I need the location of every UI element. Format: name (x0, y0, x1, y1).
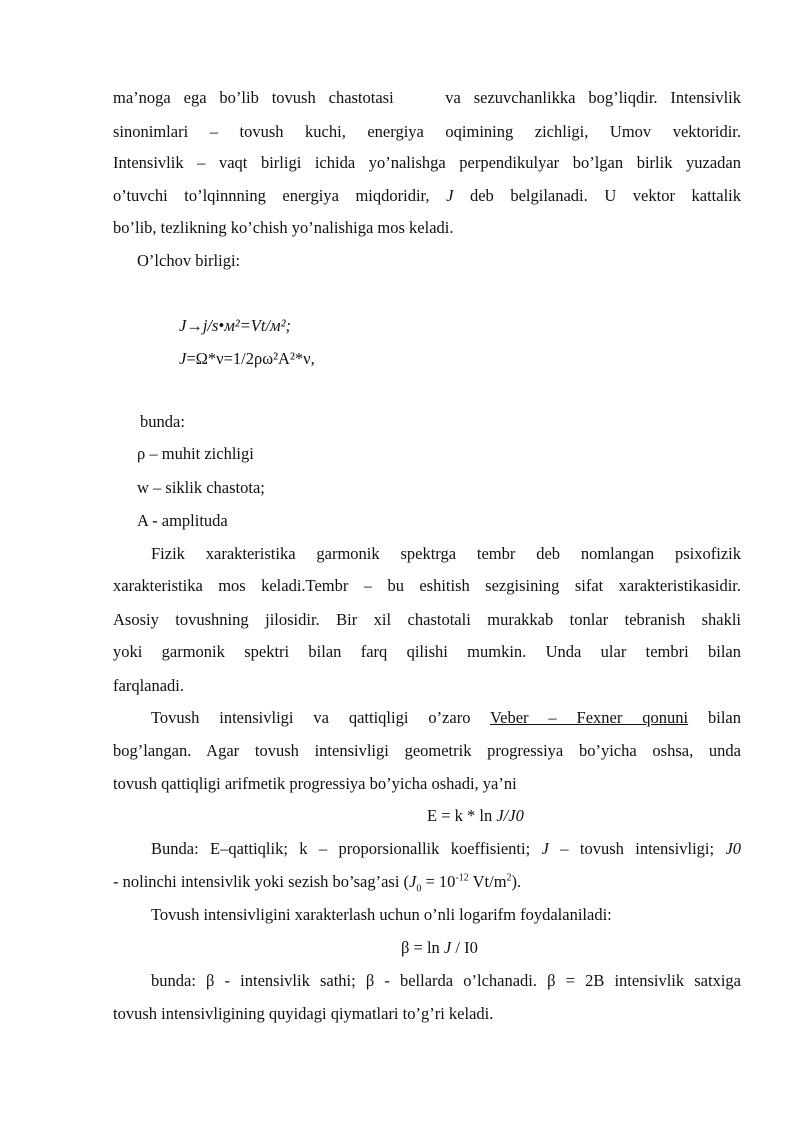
paragraph-line: Tovush intensivligini xarakterlash uchun o’nli logarifm foydalaniladi: (151, 905, 612, 924)
paragraph-line: tovush intensivligining quyidagi qiymatlari to’g’ri keladi. (113, 1004, 494, 1023)
bunda-label: bunda: (140, 412, 185, 431)
definition-item: ρ – muhit zichligi (137, 444, 254, 463)
equation-level: β = ln J / I0 (401, 938, 478, 957)
definition-item: A - amplituda (137, 511, 228, 530)
formula-intensity: J=Ω*ν=1/2ρω²A²*ν, (179, 349, 315, 368)
paragraph-line: bog’langan. Agar tovush intensivligi geometrik progressiya bo’yicha oshsa, unda (113, 741, 741, 760)
paragraph-line: yoki garmonik spektri bilan farq qilishi mumkin. Unda ular tembri bilan (113, 642, 741, 661)
formula-unit: J→j/s•м²=Vt/м²; (179, 316, 292, 335)
paragraph-line: Bunda: E–qattiqlik; k – proporsionallik koeffisienti; J – tovush intensivligi; J0 (151, 839, 742, 858)
paragraph-line: farqlanadi. (113, 676, 185, 695)
veber-fexner-link[interactable]: Veber – Fexner qonuni (490, 708, 689, 727)
definition-item: w – siklik chastota; (137, 478, 265, 497)
paragraph-line: sinonimlari – tovush kuchi, energiya oqimining zichligi, Umov vektoridir. (113, 122, 741, 141)
paragraph-line: - nolinchi intensivlik yoki sezish bo’sag’asi ($J_0 = 10^{-12}$ $Vt/m^2$). (113, 872, 522, 895)
paragraph-line: Tovush intensivligi va qattiqligi o’zaro Veber – Fexner qonuni bilan (151, 708, 741, 727)
equation-loudness: E = k * ln J/J0 (427, 806, 524, 825)
unit-heading: O’lchov birligi: (137, 251, 241, 270)
paragraph-line: Asosiy tovushning jilosidir. Bir xil chastotali murakkab tonlar tebranish shakli (113, 610, 741, 629)
paragraph-line: bo’lib, tezlikning ko’chish yo’nalishiga mos keladi. (113, 218, 454, 237)
paragraph-line: tovush qattiqligi arifmetik progressiya bo’yicha oshadi, ya’ni (113, 774, 517, 793)
paragraph-line: bunda: β - intensivlik sathi; β - bellarda o’lchanadi. β = 2B intensivlik satxiga (151, 971, 741, 990)
paragraph-line: ma’noga ega bo’lib tovush chastotasi va sezuvchanlikka bog’liqdir. Intensivlik (113, 88, 741, 107)
paragraph-line: Intensivlik – vaqt birligi ichida yo’nalishga perpendikulyar bo’lgan birlik yuzadan (113, 153, 741, 172)
paragraph-line: Fizik xarakteristika garmonik spektrga tembr deb nomlangan psixofizik (151, 544, 741, 563)
paragraph-line: xarakteristika mos keladi.Tembr – bu eshitish sezgisining sifat xarakteristikasidir. (113, 576, 741, 595)
paragraph-line: o’tuvchi to’lqinnning energiya miqdoridir, J deb belgilanadi. U vektor kattalik (113, 186, 742, 205)
